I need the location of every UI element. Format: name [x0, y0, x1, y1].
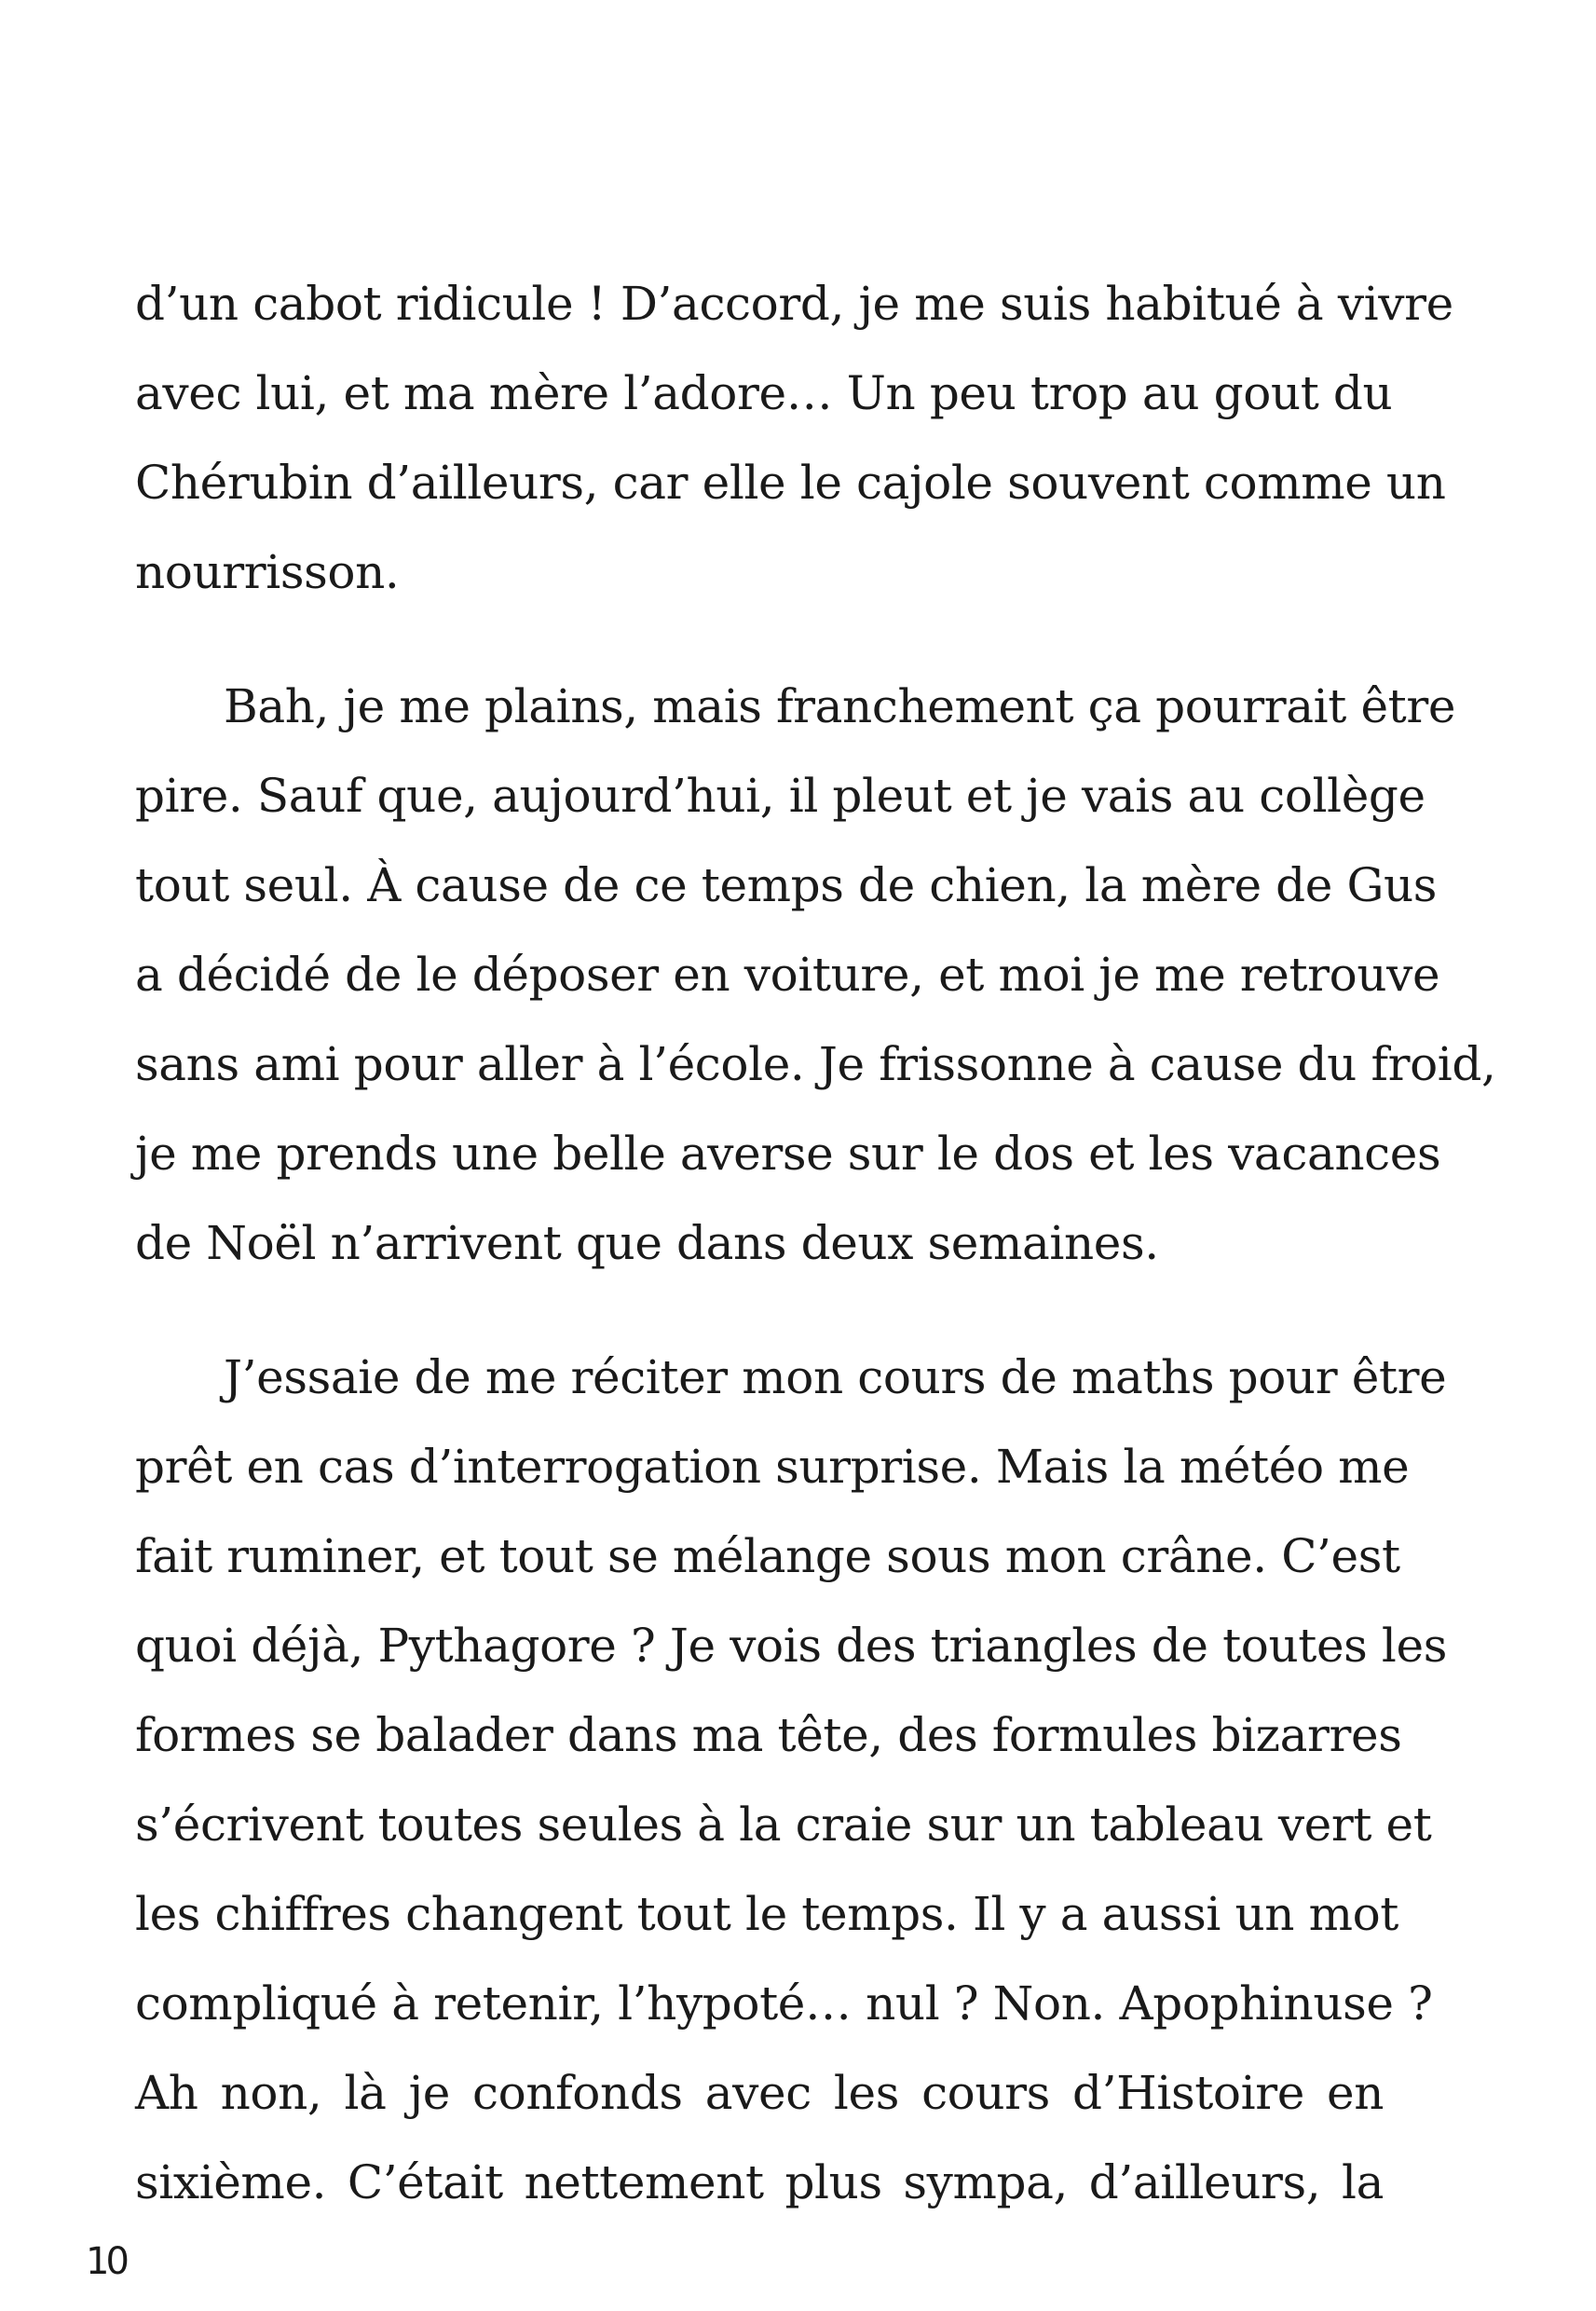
text-line: compliqué à retenir, l’hypoté… nul ? Non. Apophinuse ?: [135, 1976, 1433, 2031]
text-line: pire. Sauf que, aujourd’hui, il pleut et je vais au collège: [135, 769, 1425, 823]
text-line: prêt en cas d’interrogation surprise. Mais la météo me: [135, 1440, 1410, 1494]
text-line: formes se balader dans ma tête, des formules bizarres: [135, 1708, 1402, 1762]
text-line: Ah non, là je confonds avec les cours d’Histoire en: [135, 2066, 1384, 2120]
text-line: je me prends une belle averse sur le dos et les vacances: [135, 1127, 1441, 1181]
text-line: nourrisson.: [135, 545, 400, 599]
body-text: [135, 259, 1496, 2227]
paragraph-2: [135, 662, 1496, 1288]
page-number: 10: [86, 2240, 126, 2283]
text-line: tout seul. À cause de ce temps de chien, la mère de Gus: [135, 858, 1438, 912]
text-line: avec lui, et ma mère l’adore… Un peu trop au gout du: [135, 366, 1393, 420]
text-line: de Noël n’arrivent que dans deux semaines.: [135, 1216, 1159, 1270]
text-line: Chérubin d’ailleurs, car elle le cajole souvent comme un: [135, 456, 1446, 510]
text-line: J’essaie de me réciter mon cours de maths pour être: [224, 1350, 1447, 1404]
text-line: a décidé de le déposer en voiture, et moi je me retrouve: [135, 948, 1440, 1002]
text-line: fait ruminer, et tout se mélange sous mon crâne. C’est: [135, 1529, 1400, 1583]
text-line: s’écrivent toutes seules à la craie sur un tableau vert et: [135, 1798, 1432, 1852]
text-line: les chiffres changent tout le temps. Il y a aussi un mot: [135, 1887, 1398, 1941]
paragraph-3: [135, 1333, 1447, 2227]
paragraph-1: [135, 259, 1453, 617]
text-line: quoi déjà, Pythagore ? Je vois des triangles de toutes les: [135, 1619, 1447, 1673]
text-line: Bah, je me plains, mais franchement ça pourrait être: [224, 679, 1456, 733]
text-line: d’un cabot ridicule ! D’accord, je me suis habitué à vivre: [135, 277, 1453, 331]
text-line: sixième. C’était nettement plus sympa, d’ailleurs, la: [135, 2155, 1384, 2209]
text-line: sans ami pour aller à l’école. Je frissonne à cause du froid,: [135, 1037, 1496, 1091]
